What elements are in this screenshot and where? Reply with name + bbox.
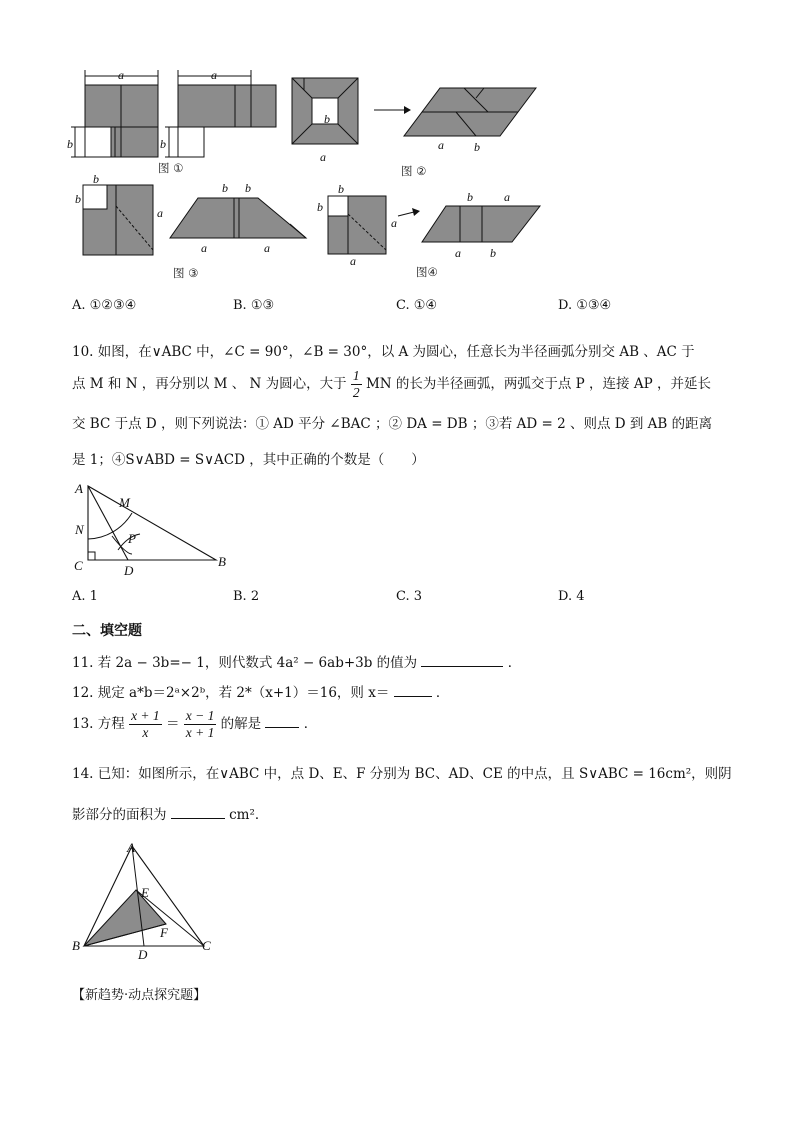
- fig2-caption: 图 ②: [401, 164, 427, 178]
- fig4-label-b3: b: [490, 246, 496, 260]
- fig3-label-a3: a: [201, 241, 207, 255]
- fig4-label-a2: a: [504, 190, 510, 204]
- fig3-label-b3: b: [222, 181, 228, 195]
- q10-label-n: N: [75, 522, 84, 537]
- fig4-label-a: a: [391, 216, 397, 230]
- q9-option-a[interactable]: A. ①②③④: [72, 298, 137, 313]
- q13-answer-blank[interactable]: [265, 714, 299, 728]
- q10-label-p: P: [128, 531, 136, 546]
- q14-answer-blank[interactable]: [171, 805, 225, 819]
- fig4-label-b-left: b: [317, 200, 323, 214]
- q13-fraction-right: [184, 708, 217, 741]
- q11: [72, 651, 521, 671]
- q10-triangle-figure: [70, 478, 240, 578]
- fig3-caption: 图 ③: [173, 266, 199, 280]
- fig2-label-a: a: [320, 150, 326, 164]
- q13-num2: x − 1: [185, 708, 215, 723]
- q10-line-4: 是 1；④S∨ABD = S∨ACD ，其中正确的个数是（ ）: [72, 452, 425, 468]
- q14-line-2: [72, 803, 268, 823]
- fig3-label-b-top: b: [93, 172, 99, 186]
- q14-label-b: B: [72, 938, 80, 953]
- q12-text: 12. 规定 a*b＝2ᵃ×2ᵇ，若 2*（x+1）＝16，则 x＝: [72, 685, 390, 701]
- q10-line-2a: 点 M 和 N ，再分别以 M 、 N 为圆心，大于: [72, 376, 347, 392]
- q11-text: 11. 若 2a − 3b=− 1，则代数式 4a² − 6ab+3b 的值为: [72, 655, 418, 671]
- fig4-label-a3: a: [455, 246, 461, 260]
- q13-num1: x + 1: [131, 708, 160, 723]
- q10-label-a: A: [75, 481, 83, 496]
- q10-line-2: [72, 368, 711, 401]
- q14-line-1: 14. 已知：如图所示，在∨ABC 中，点 D、E、F 分别为 BC、AD、CE 的中点，且 S∨ABC = 16cm²，则阴: [72, 766, 732, 782]
- fig3-label-b4: b: [245, 181, 251, 195]
- fig4-label-b-top: b: [338, 182, 344, 196]
- q10-frac-num: 1: [352, 368, 360, 383]
- q10-label-c: C: [74, 558, 83, 573]
- q9-option-d[interactable]: D. ①③④: [558, 298, 612, 313]
- q10-option-c[interactable]: C. 3: [396, 589, 423, 604]
- fig4-label-b2: b: [467, 190, 473, 204]
- q14-label-e: E: [141, 885, 149, 900]
- q9-figure-4: [322, 186, 548, 260]
- q11-end: ．: [507, 655, 522, 671]
- q13-end: ．: [303, 716, 318, 732]
- fig1-label-b1: b: [67, 137, 73, 151]
- q13-prefix: 13. 方程: [72, 716, 125, 732]
- q10-option-b[interactable]: B. 2: [233, 589, 260, 604]
- fig2-label-a2: a: [438, 138, 444, 152]
- q10-frac-den: 2: [352, 385, 360, 400]
- q10-line-2b: MN 的长为半径画弧，两弧交于点 P ，连接 AP ，并延长: [365, 376, 711, 392]
- q10-fraction: [351, 368, 362, 401]
- q13-suffix: 的解是: [220, 716, 262, 732]
- fig3-label-a: a: [157, 206, 163, 220]
- q14-label-d: D: [138, 947, 148, 962]
- q12: [72, 681, 449, 701]
- fig3-label-b-left: b: [75, 192, 81, 206]
- q14-line-2-text: 影部分的面积为: [72, 807, 167, 823]
- q13: [72, 708, 317, 741]
- fig1-label-a2: a: [211, 68, 217, 82]
- fig1-label-a1: a: [118, 68, 124, 82]
- section-2-title: 二、填空题: [72, 623, 142, 639]
- q10-option-d[interactable]: D. 4: [558, 589, 585, 604]
- q12-end: ．: [435, 685, 450, 701]
- q9-figure-3: [76, 178, 316, 262]
- section-tag: 【新趋势·动点探究题】: [72, 988, 207, 1003]
- fig4-label-a-bottom: a: [350, 254, 356, 268]
- q10-line-3: 交 BC 于点 D ，则下列说法：① AD 平分 ∠BAC ；② DA = DB ；③若 AD = 2 、则点 D 到 AB 的距离: [72, 416, 713, 432]
- q13-den1: x: [142, 725, 149, 740]
- q10-label-m: M: [119, 495, 130, 510]
- q9-option-c[interactable]: C. ①④: [396, 298, 438, 313]
- q9-option-b[interactable]: B. ①③: [233, 298, 275, 313]
- q10-line-1: 10. 如图，在∨ABC 中，∠C = 90°，∠B = 30°，以 A 为圆心，任意长为半径画弧分别交 AB 、AC 于: [72, 344, 695, 360]
- q14-unit: cm²．: [229, 807, 269, 823]
- q13-fraction-left: [129, 708, 162, 741]
- q12-answer-blank[interactable]: [394, 683, 432, 697]
- fig1-label-b2: b: [160, 137, 166, 151]
- fig2-label-b: b: [324, 112, 330, 126]
- q10-label-b: B: [218, 554, 226, 569]
- q14-label-f: F: [160, 925, 168, 940]
- q10-option-a[interactable]: A. 1: [72, 589, 98, 604]
- q14-label-a: A: [127, 840, 135, 855]
- q10-label-d: D: [124, 563, 134, 578]
- fig4-caption: 图④: [416, 265, 438, 279]
- q11-answer-blank[interactable]: [421, 653, 503, 667]
- fig3-label-a4: a: [264, 241, 270, 255]
- q13-eq: ＝: [165, 716, 180, 732]
- q13-den2: x + 1: [185, 725, 215, 740]
- fig2-label-b2: b: [474, 140, 480, 154]
- fig1-caption: 图 ①: [158, 161, 184, 175]
- q14-label-c: C: [202, 938, 211, 953]
